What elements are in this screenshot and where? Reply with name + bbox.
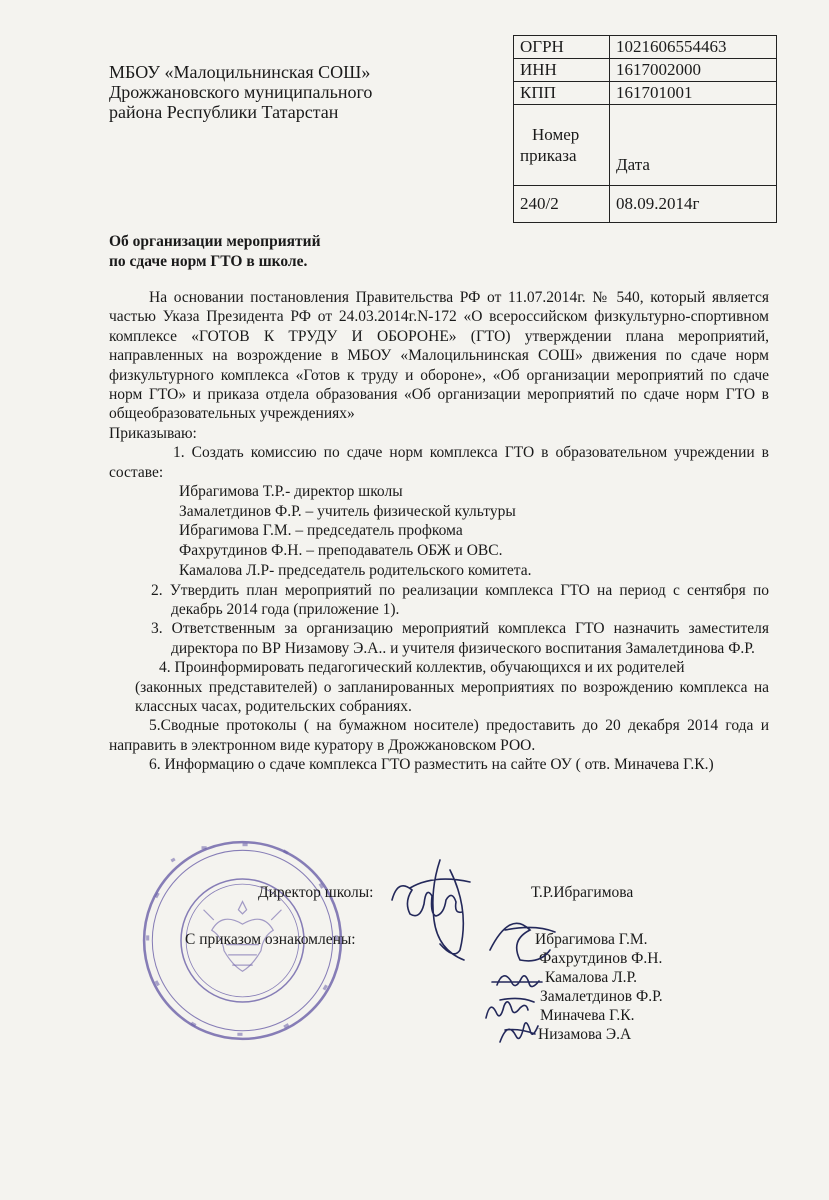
member-2: Замалетдинов Ф.Р. – учитель физической культуры (179, 502, 516, 520)
org-line-3: района Республики Татарстан (109, 102, 339, 122)
item-4-first-line: 4. Проинформировать педагогический коллектив, обучающихся и их родителей (159, 659, 685, 677)
title-line-1: Об организации мероприятий (109, 233, 321, 250)
member-5: Камалова Л.Р- председатель родительского комитета. (179, 561, 532, 579)
director-name: Т.Р.Ибрагимова (531, 884, 634, 901)
director-label: Директор школы: (258, 884, 374, 901)
item-1: 1. Создать комиссию по сдаче норм комплекса ГТО в образовательном учреждении в составе: (109, 444, 769, 481)
inn-value: 1617002000 (610, 59, 777, 82)
preamble: На основании постановления Правительства РФ от 11.07.2014г. № 540, который является частью Указа Президента РФ от 24.03.2014г.N-172 «О всероссийском физкультурно-спортивном комплексе «ГОТОВ К ТРУДУ И ОБОРОНЕ» (ГТО) утверждении плана мероприятий, направленных на возрождение в МБОУ «Малоцильнинская СОШ» движения по сдаче норм физкультурного комплекса «Готов к труду и обороне», «Об организации мероприятий по сдаче норм ГТО» и приказа отдела образования «Об организации мероприятий по сдаче норм ГТО в общеобразовательных учреждениях» (109, 289, 769, 423)
kpp-label: КПП (514, 82, 610, 105)
org-line-1: МБОУ «Малоцильнинская СОШ» (109, 62, 371, 82)
ack-name-5: Миначева Г.К. (540, 1007, 635, 1024)
organization-header (109, 62, 372, 122)
org-line-2: Дрожжановского муниципального (109, 82, 373, 102)
order-number: 240/2 (514, 186, 610, 223)
order-number-header (514, 105, 610, 186)
title-line-2: по сдаче норм ГТО в школе. (109, 253, 308, 270)
date-header: Дата (610, 105, 777, 186)
item-2: 2. Утвердить план мероприятий по реализации комплекса ГТО на период с сентября по декабрь 2014 года (приложение 1). (151, 581, 769, 618)
item-5: 5.Сводные протоколы ( на бумажном носителе) предоставить до 20 декабря 2014 года и направить в электронном виде куратору в Дрожжановском РОО. (109, 717, 769, 754)
inn-label: ИНН (514, 59, 610, 82)
kpp-value: 161701001 (610, 82, 777, 105)
ack-name-6: Низамова Э.А (538, 1026, 632, 1043)
ack-signature-3 (492, 976, 542, 987)
ack-name-2: Фахрутдинов Ф.Н. (539, 950, 663, 967)
member-4: Фахрутдинов Ф.Н. – преподаватель ОБЖ и ОВС. (179, 542, 503, 560)
ack-name-1: Ибрагимова Г.М. (535, 931, 648, 948)
member-1: Ибрагимова Т.Р.- директор школы (179, 483, 403, 501)
ack-name-4: Замалетдинов Ф.Р. (540, 988, 663, 1005)
ogrn-value: 1021606554463 (610, 36, 777, 59)
ogrn-label: ОГРН (514, 36, 610, 59)
order-word: Приказываю: (109, 424, 197, 442)
order-title (109, 232, 321, 272)
order-number-header-line1: Номер (532, 125, 580, 144)
director-signature (392, 860, 470, 960)
item-6: 6. Информацию о сдаче комплекса ГТО разместить на сайте ОУ ( отв. Миначева Г.К.) (149, 756, 714, 774)
ack-signature-5 (486, 998, 534, 1018)
item-3: 3. Ответственным за организацию мероприятий комплекса ГТО назначить заместителя директора по ВР Низамову Э.А.. и учителя физического воспитания Замалетдинова Ф.Р. (151, 620, 769, 657)
registry-table (513, 35, 777, 223)
order-body (109, 288, 769, 775)
order-number-header-line2: приказа (520, 146, 577, 165)
ack-name-3: Камалова Л.Р. (545, 969, 638, 986)
order-date: 08.09.2014г (610, 186, 777, 223)
item-4-rest: (законных представителей) о запланированных мероприятиях по возрождению комплекса на классных часах, родительских собраниях. (135, 678, 769, 716)
ack-signature-6 (500, 1023, 538, 1042)
commission-members (179, 482, 769, 581)
member-3: Ибрагимова Г.М. – председатель профкома (179, 522, 463, 540)
acknowledged-label: С приказом ознакомлены: (185, 931, 356, 948)
